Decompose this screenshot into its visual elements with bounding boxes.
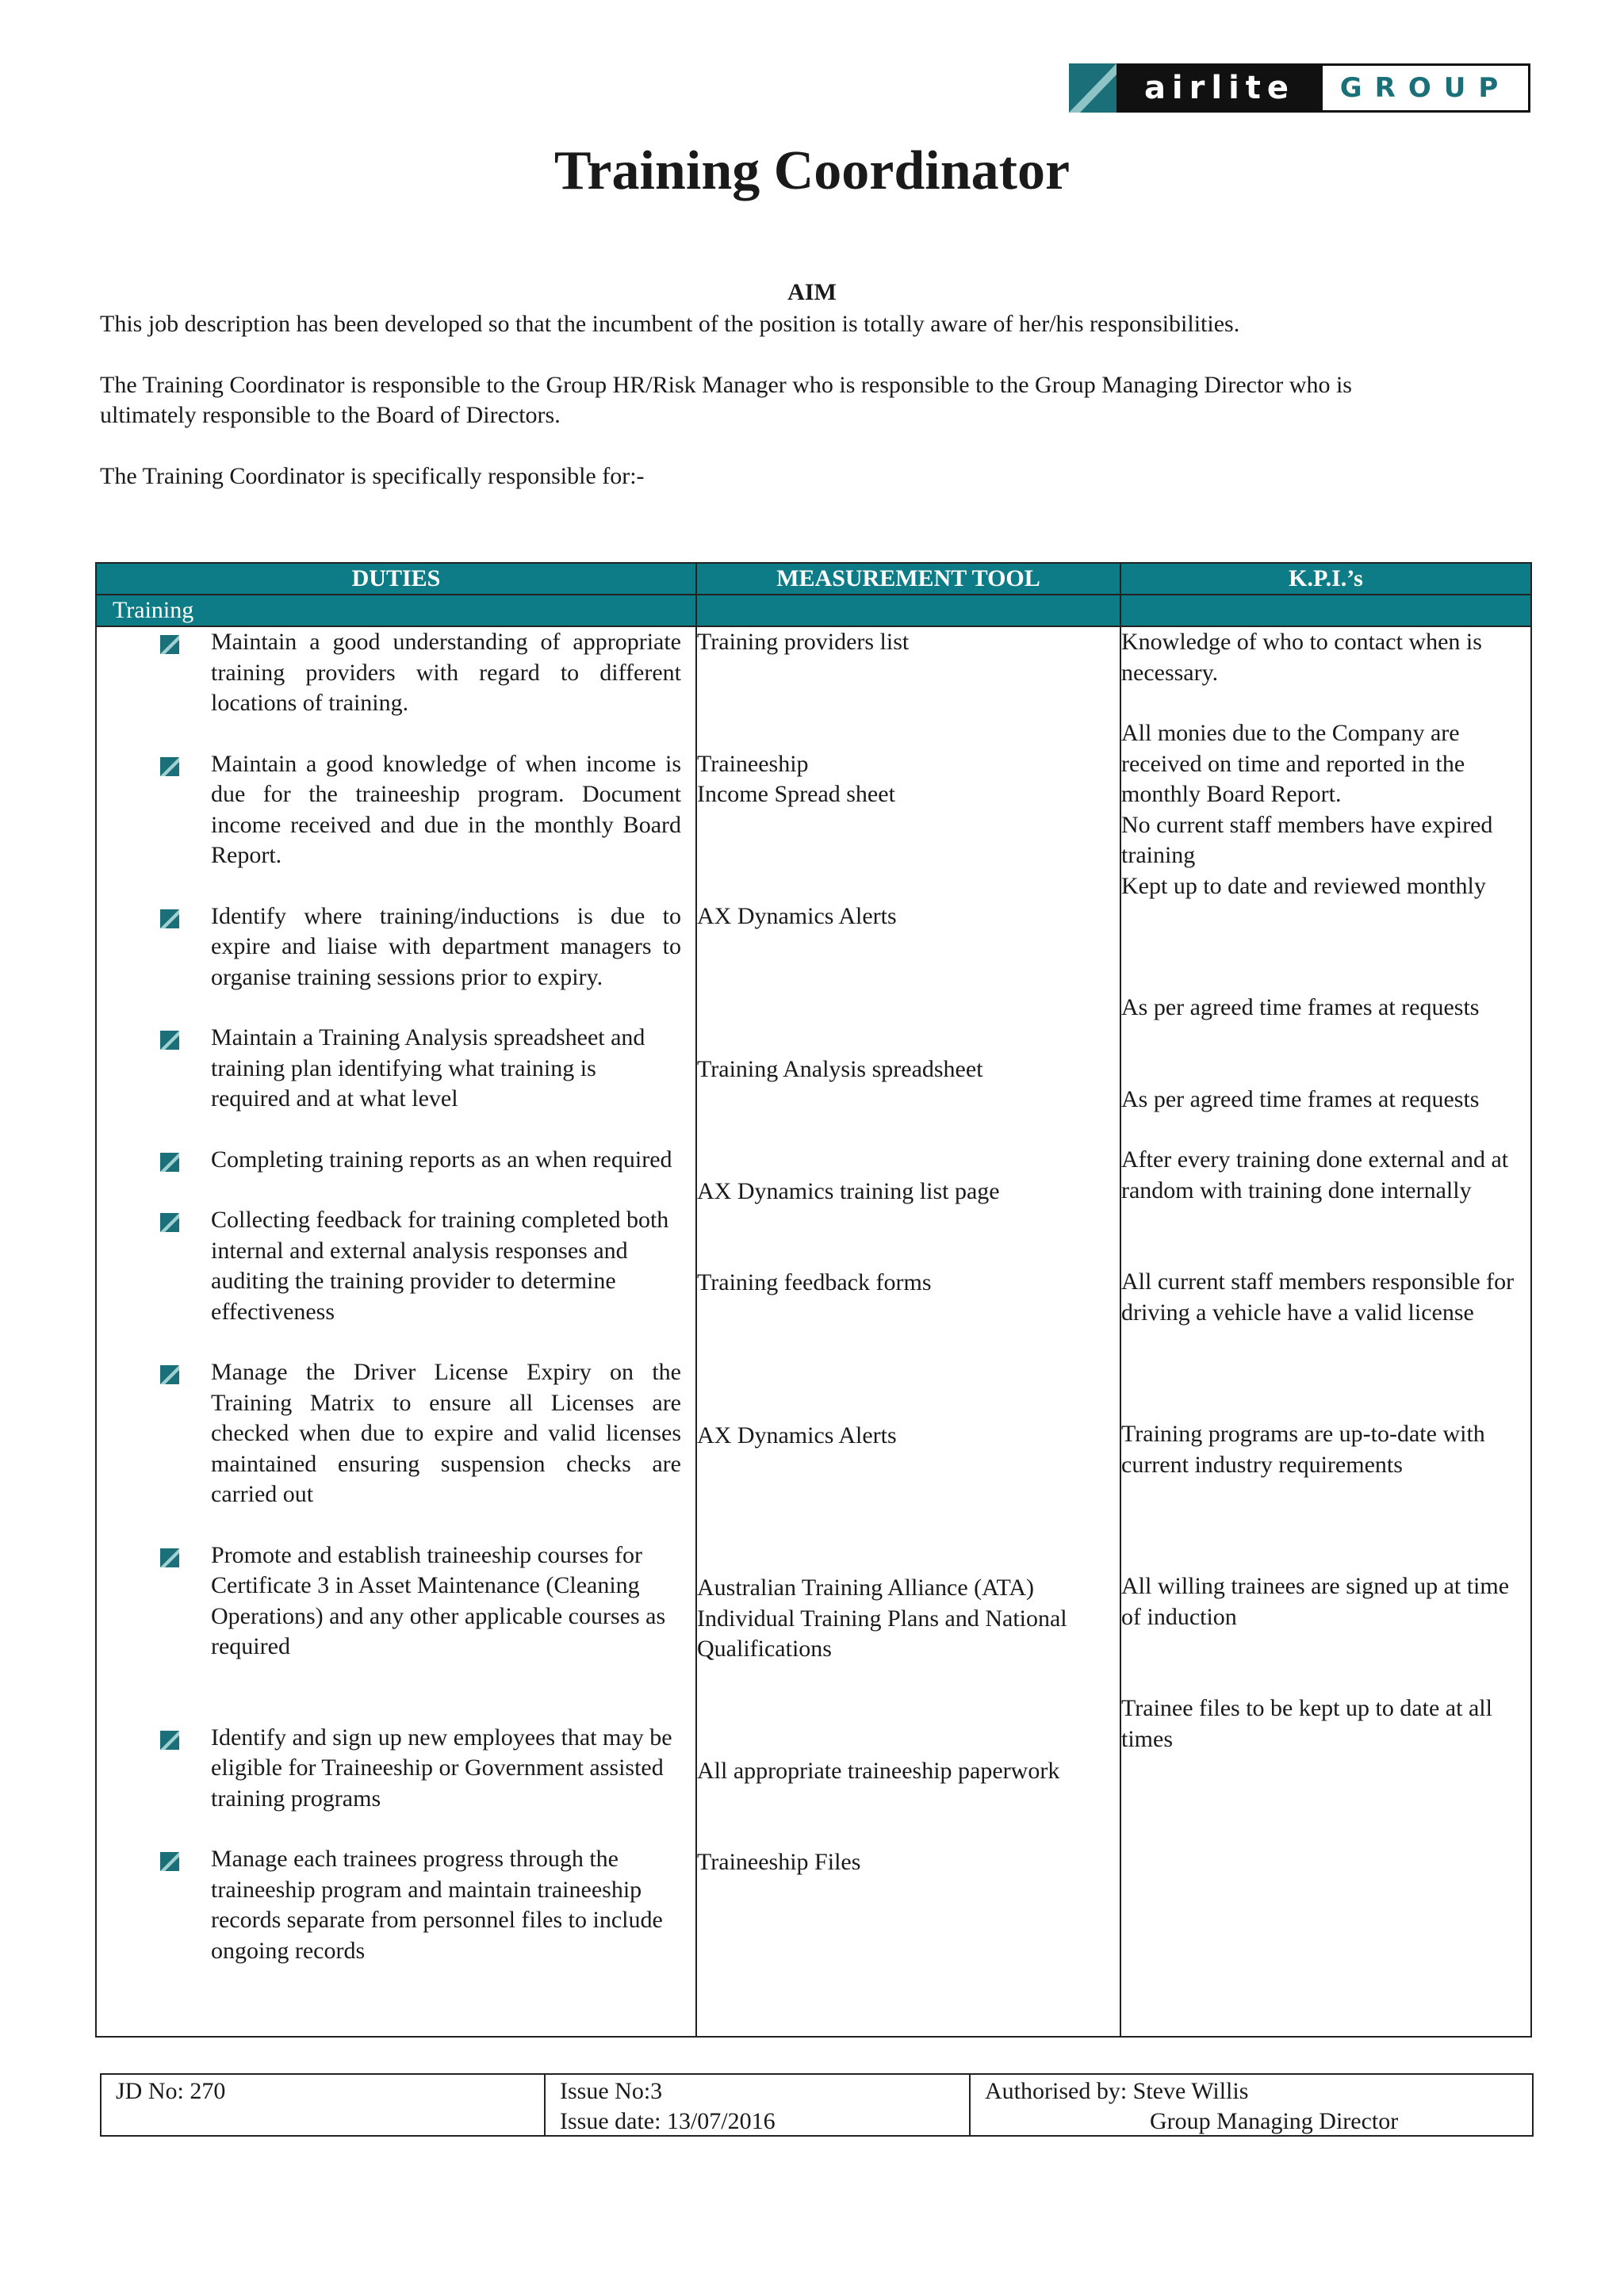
kpi-item: As per agreed time frames at requests	[1121, 1085, 1480, 1112]
duty-text: Collecting feedback for training completed both internal and external analysis responses and auditing the training provider to determine effectiveness	[211, 1207, 669, 1325]
document-footer	[100, 2073, 1534, 2137]
duty-text: Completing training reports as an when required	[211, 1146, 672, 1173]
reporting-paragraph: The Training Coordinator is responsible to the Group HR/Risk Manager who is responsible to the Group Managing Director who is ultimately responsible to the Board of Directors.	[100, 372, 1352, 428]
footer-jd-cell	[102, 2075, 546, 2135]
page-title: Training Coordinator	[553, 140, 1071, 201]
kpi-item: Kept up to date and reviewed monthly	[1121, 872, 1486, 899]
logo-mark-icon	[1069, 63, 1116, 113]
measurement-item: Traineeship	[697, 750, 809, 777]
kpi-item: All current staff members responsible for driving a vehicle have a valid license	[1121, 1269, 1515, 1326]
duties-header: DUTIES	[96, 563, 696, 595]
table-body-row	[96, 626, 1531, 2037]
duty-text: Manage the Driver License Expiry on the Training Matrix to ensure all Licenses are checked when due to expire and valid licenses maintained ensuring suspension checks are carried out	[211, 1359, 681, 1507]
measurement-item: Australian Training Alliance (ATA) Individual Training Plans and National Qualifications	[697, 1575, 1067, 1662]
issue-date: Issue date: 13/07/2016	[560, 2108, 776, 2134]
bullet-icon	[160, 1213, 179, 1232]
aim-heading: AIM	[787, 279, 837, 305]
intro-paragraph: This job description has been developed so that the incumbent of the position is totally aware of her/his responsibilities.	[100, 311, 1240, 337]
section-filler	[1120, 595, 1531, 626]
kpi-header: K.P.I.’s	[1120, 563, 1531, 595]
duties-table	[95, 562, 1532, 2038]
bullet-icon	[160, 1365, 179, 1384]
section-filler	[696, 595, 1120, 626]
measurement-item: Income Spread sheet	[697, 781, 895, 807]
measurement-item: Training feedback forms	[697, 1269, 932, 1295]
duty-text: Maintain a Training Analysis spreadsheet and training plan identifying what training is required and at what level	[211, 1024, 645, 1112]
kpi-item: All willing trainees are signed up at time of induction	[1121, 1573, 1510, 1630]
table-header-row	[96, 563, 1531, 595]
duty-text: Maintain a good understanding of appropriate training providers with regard to different locations of training.	[211, 629, 681, 716]
footer-authorised-cell	[971, 2075, 1532, 2135]
bullet-icon	[160, 1731, 179, 1750]
measurement-item: Training Analysis spreadsheet	[697, 1056, 983, 1082]
duty-text: Promote and establish traineeship courses for Certificate 3 in Asset Maintenance (Cleaning Operations) and any other applicable courses as required	[211, 1541, 666, 1659]
duty-text: Maintain a good knowledge of when income is due for the traineeship program. Document income received and due in the monthly Board Report.	[211, 750, 681, 868]
bullet-icon	[160, 909, 179, 928]
duty-text: Identify where training/inductions is due to expire and liaise with department managers to organise training sessions prior to expiry.	[211, 902, 681, 990]
footer-issue-cell	[546, 2075, 971, 2135]
bullet-icon	[160, 757, 179, 776]
bullet-icon	[160, 635, 179, 654]
duty-item	[97, 1145, 695, 1176]
bullet-icon	[160, 1548, 179, 1567]
kpi-item: All monies due to the Company are received on time and reported in the monthly Board Report.	[1121, 720, 1465, 807]
duty-item	[97, 901, 695, 993]
duty-item	[97, 1205, 695, 1327]
duty-item	[97, 627, 695, 719]
bullet-icon	[160, 1031, 179, 1050]
kpi-cell	[1120, 626, 1531, 2037]
kpi-item: Trainee files to be kept up to date at all times	[1121, 1695, 1492, 1752]
duty-item	[97, 1357, 695, 1510]
duty-item	[97, 749, 695, 871]
measurement-item: AX Dynamics training list page	[697, 1177, 1000, 1204]
logo-group: GROUP	[1323, 63, 1530, 113]
measurement-item: All appropriate traineeship paperwork	[697, 1757, 1060, 1784]
kpi-item: As per agreed time frames at requests	[1121, 994, 1480, 1020]
measurement-cell	[696, 626, 1120, 2037]
duty-item	[97, 1723, 695, 1815]
company-logo	[1069, 63, 1530, 113]
duties-cell	[96, 626, 696, 2037]
section-row	[96, 595, 1531, 626]
measurement-item: AX Dynamics Alerts	[697, 1422, 897, 1448]
authoriser-role: Group Managing Director	[1150, 2108, 1399, 2134]
authorised-by: Authorised by: Steve Willis	[985, 2078, 1249, 2104]
issue-number: Issue No:3	[560, 2078, 663, 2104]
measurement-header: MEASUREMENT TOOL	[696, 563, 1120, 595]
section-label: Training	[96, 595, 696, 626]
duty-text: Identify and sign up new employees that may be eligible for Traineeship or Government assisted training programs	[211, 1724, 672, 1812]
bullet-icon	[160, 1153, 179, 1172]
bullet-icon	[160, 1852, 179, 1871]
kpi-item: After every training done external and at random with training done internally	[1121, 1146, 1509, 1203]
kpi-item: Training programs are up-to-date with current industry requirements	[1121, 1421, 1485, 1478]
kpi-item: No current staff members have expired training	[1121, 811, 1493, 868]
duty-item	[97, 1540, 695, 1663]
kpi-item: Knowledge of who to contact when is necessary.	[1121, 629, 1482, 686]
measurement-item: Training providers list	[697, 629, 910, 655]
logo-brand: airlite	[1116, 63, 1323, 113]
jd-number: JD No: 270	[116, 2078, 226, 2104]
duty-item	[97, 1844, 695, 1966]
measurement-item: Traineeship Files	[697, 1849, 861, 1875]
responsibility-intro: The Training Coordinator is specifically responsible for:-	[100, 463, 645, 489]
duty-item	[97, 1023, 695, 1115]
measurement-item: AX Dynamics Alerts	[697, 902, 897, 929]
duty-text: Manage each trainees progress through the traineeship program and maintain traineeship records separate from personnel files to include ongoing records	[211, 1846, 663, 1964]
